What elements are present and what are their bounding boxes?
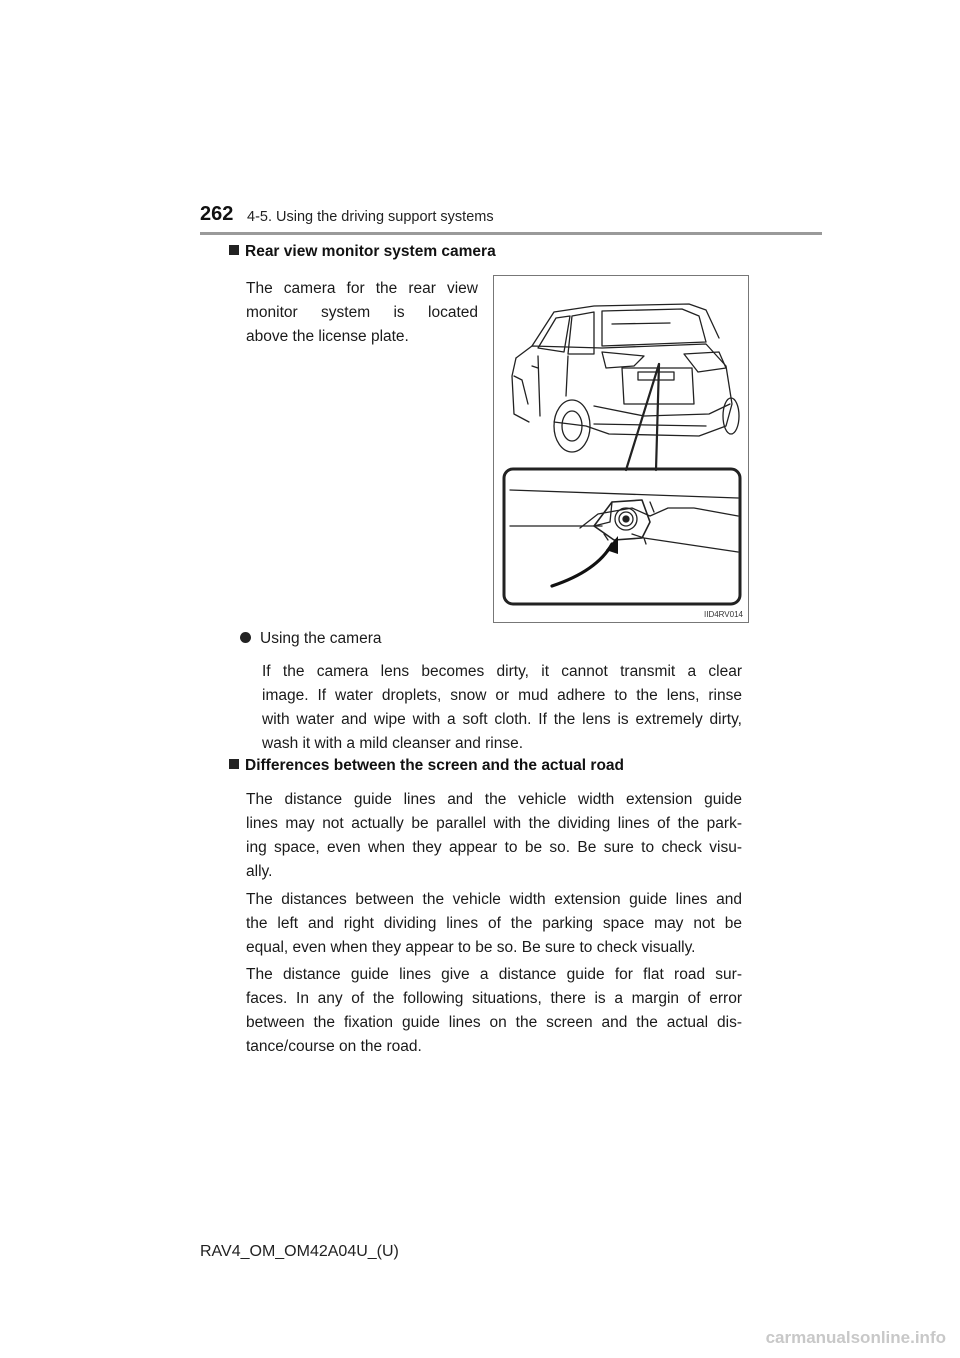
using-camera-bullet bbox=[240, 630, 381, 648]
watermark-text: carmanualsonline.info bbox=[765, 1328, 946, 1347]
page-number: 262 bbox=[200, 203, 234, 225]
paragraph-line: tance/course on the road. bbox=[246, 1038, 422, 1055]
paragraph-line: between the fixation guide lines on the screen and the actual dis- bbox=[246, 1014, 742, 1031]
header-divider bbox=[200, 232, 822, 235]
paragraph-line: equal, even when they appear to be so. Be sure to check visually. bbox=[246, 939, 696, 956]
square-bullet-icon bbox=[229, 759, 239, 769]
camera-heading-text: Rear view monitor system camera bbox=[245, 243, 496, 260]
figure-code: IID4RV014 bbox=[704, 610, 743, 619]
paragraph-line: lines may not actually be parallel with the dividing lines of the park- bbox=[246, 815, 742, 832]
camera-heading bbox=[229, 243, 496, 261]
camera-intro-line: The camera for the rear view bbox=[246, 280, 478, 297]
paragraph-line: The distance guide lines and the vehicle width extension guide bbox=[246, 791, 742, 808]
paragraph-line: The distances between the vehicle width extension guide lines and bbox=[246, 891, 742, 908]
paragraph-line: ally. bbox=[246, 863, 273, 880]
camera-intro-line: above the license plate. bbox=[246, 328, 409, 345]
paragraph-line: faces. In any of the following situations, there is a margin of error bbox=[246, 990, 742, 1007]
using-camera-line: wash it with a mild cleanser and rinse. bbox=[262, 735, 524, 752]
paragraph-line: ing space, even when they appear to be so. Be sure to check visu- bbox=[246, 839, 742, 856]
circle-bullet-icon bbox=[240, 632, 251, 643]
camera-location-figure bbox=[493, 275, 749, 623]
using-camera-line: image. If water droplets, snow or mud adhere to the lens, rinse bbox=[262, 687, 742, 704]
differences-paragraph-3 bbox=[246, 963, 742, 1059]
differences-paragraph-2 bbox=[246, 888, 742, 960]
differences-heading bbox=[229, 757, 624, 775]
paragraph-line: the left and right dividing lines of the parking space may not be bbox=[246, 915, 742, 932]
differences-paragraph-1 bbox=[246, 788, 742, 884]
camera-intro-line: monitor system is located bbox=[246, 304, 478, 321]
differences-heading-text: Differences between the screen and the actual road bbox=[245, 757, 625, 774]
paragraph-line: The distance guide lines give a distance guide for flat road sur- bbox=[246, 966, 742, 983]
document-code: RAV4_OM_OM42A04U_(U) bbox=[200, 1243, 399, 1260]
using-camera-label: Using the camera bbox=[260, 630, 382, 647]
using-camera-line: with water and wipe with a soft cloth. If the lens is extremely dirty, bbox=[262, 711, 742, 728]
using-camera-line: If the camera lens becomes dirty, it cannot transmit a clear bbox=[262, 663, 742, 680]
camera-intro bbox=[246, 277, 478, 349]
section-title: 4-5. Using the driving support systems bbox=[247, 209, 494, 225]
square-bullet-icon bbox=[229, 245, 239, 255]
using-camera-text bbox=[262, 660, 742, 756]
vehicle-rear-illustration bbox=[494, 276, 750, 624]
